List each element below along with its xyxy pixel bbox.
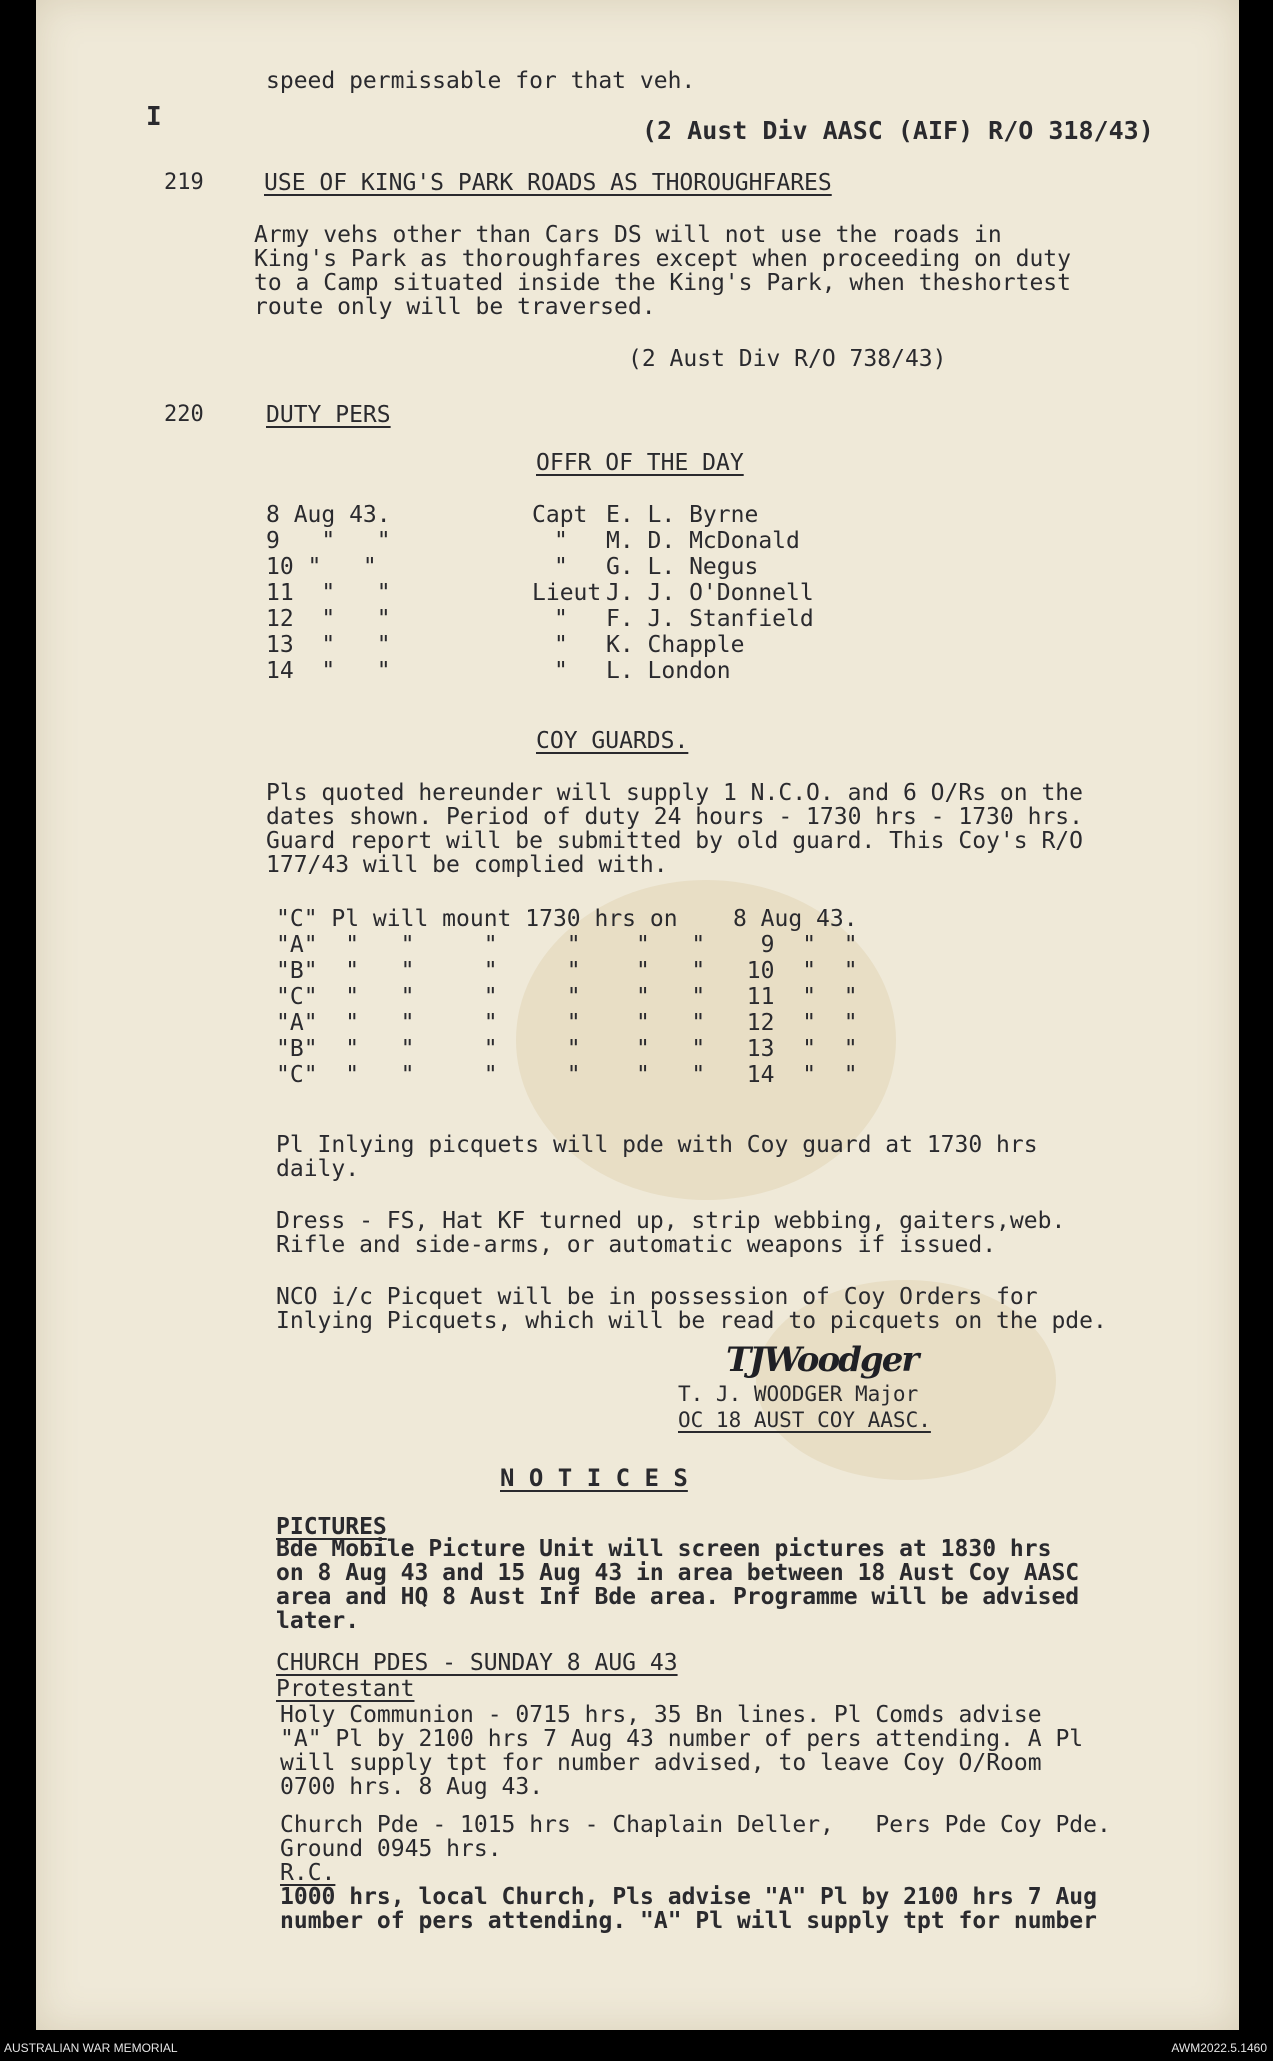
body-line: to a Camp situated inside the King's Park, when theshortest [254,270,1071,296]
body-line: NCO i/c Picquet will be in possession of Coy Orders for [276,1284,1038,1310]
body-line: Rifle and side-arms, or automatic weapons if issued. [276,1232,997,1258]
roster-rank: Capt [532,502,588,528]
roster-name: F. J. Stanfield [606,606,814,632]
roster-rank: " [554,632,568,658]
document-page [36,0,1239,2030]
body-line: Dress - FS, Hat KF turned up, strip webbing, gaiters,web. [276,1208,1066,1234]
body-line: 177/43 will be complied with. [266,852,668,878]
item-heading: DUTY PERS [266,402,391,428]
notice-subheading: Protestant [276,1676,415,1702]
item-heading: USE OF KING'S PARK ROADS AS THOROUGHFARES [264,170,832,196]
roster-name: L. London [606,658,731,684]
roster-date: 9 " " [266,528,391,554]
body-line: area and HQ 8 Aust Inf Bde area. Programme will be advised [276,1584,1080,1610]
body-line: Pls quoted hereunder will supply 1 N.C.O. and 6 O/Rs on the [266,780,1083,806]
roster-name: J. J. O'Donnell [606,580,814,606]
body-line: later. [276,1608,360,1634]
subheading: OFFR OF THE DAY [536,450,744,476]
signatory-title: OC 18 AUST COY AASC. [678,1408,931,1432]
roster-date: 12 " " [266,606,391,632]
body-line: Army vehs other than Cars DS will not use the roads in [254,222,1002,248]
roster-date: 8 Aug 43. [266,502,391,528]
notice-heading: PICTURES [276,1514,387,1540]
roster-date: 11 " " [266,580,391,606]
reference: (2 Aust Div AASC (AIF) R/O 318/43) [642,116,1154,145]
guard-row: "B" " " " " " " 10 " " [276,958,858,984]
roster-date: 14 " " [266,658,391,684]
notices-title: N O T I C E S [500,1464,688,1492]
roster-rank: " [554,554,568,580]
body-line: Church Pde - 1015 hrs - Chaplain Deller, Pers Pde Coy Pde. [280,1812,1111,1838]
reference: (2 Aust Div R/O 738/43) [628,346,947,372]
guard-row: "C" " " " " " " 14 " " [276,1062,858,1088]
notice-subheading: R.C. [280,1860,336,1886]
body-line: "A" Pl by 2100 hrs 7 Aug 43 number of pers attending. A Pl [280,1726,1084,1752]
guard-row: "A" " " " " " " 9 " " [276,932,858,958]
cut-line: speed permissable for that veh. [266,68,696,94]
roster-rank: " [554,606,568,632]
guard-row: "C" " " " " " " 11 " " [276,984,858,1010]
body-line: on 8 Aug 43 and 15 Aug 43 in area between 18 Aust Coy AASC [276,1560,1080,1586]
guard-row: "A" " " " " " " 12 " " [276,1010,858,1036]
body-line: 0700 hrs. 8 Aug 43. [280,1774,544,1800]
guard-row: "C" Pl will mount 1730 hrs on 8 Aug 43. [276,906,858,932]
roster-name: K. Chapple [606,632,745,658]
body-line: Holy Communion - 0715 hrs, 35 Bn lines. Pl Comds advise [280,1702,1042,1728]
roster-name: M. D. McDonald [606,528,800,554]
archive-id: AWM2022.5.1460 [1171,2041,1267,2055]
roster-rank: " [554,658,568,684]
roster-name: E. L. Byrne [606,502,759,528]
roster-date: 13 " " [266,632,391,658]
body-line: King's Park as thoroughfares except when proceeding on duty [254,246,1071,272]
roster-rank: " [554,528,568,554]
body-line: daily. [276,1156,360,1182]
body-line: Pl Inlying picquets will pde with Coy guard at 1730 hrs [276,1132,1038,1158]
signatory-name: T. J. WOODGER Major [678,1382,919,1406]
body-line: dates shown. Period of duty 24 hours - 1730 hrs - 1730 hrs. [266,804,1083,830]
roster-rank: Lieut [532,580,602,606]
subheading: COY GUARDS. [536,728,689,754]
body-line: Guard report will be submitted by old guard. This Coy's R/O [266,828,1083,854]
body-line: will supply tpt for number advised, to leave Coy O/Room [280,1750,1042,1776]
body-line: Ground 0945 hrs. [280,1836,502,1862]
guard-row: "B" " " " " " " 13 " " [276,1036,858,1062]
archive-credit: AUSTRALIAN WAR MEMORIAL [4,2041,178,2055]
signature-scrawl: TJWoodger [726,1340,918,1380]
body-line: Inlying Picquets, which will be read to picquets on the pde. [276,1308,1107,1334]
roster-name: G. L. Negus [606,554,759,580]
item-number: 220 [164,402,204,427]
item-number: 219 [164,170,204,195]
notice-heading: CHURCH PDES - SUNDAY 8 AUG 43 [276,1650,678,1676]
margin-mark: I [146,102,162,132]
body-line: Bde Mobile Picture Unit will screen pictures at 1830 hrs [276,1536,1052,1562]
body-line: number of pers attending. "A" Pl will supply tpt for number [280,1908,1097,1934]
roster-date: 10 " " [266,554,377,580]
body-line: 1000 hrs, local Church, Pls advise "A" Pl by 2100 hrs 7 Aug [280,1884,1097,1910]
body-line: route only will be traversed. [254,294,656,320]
